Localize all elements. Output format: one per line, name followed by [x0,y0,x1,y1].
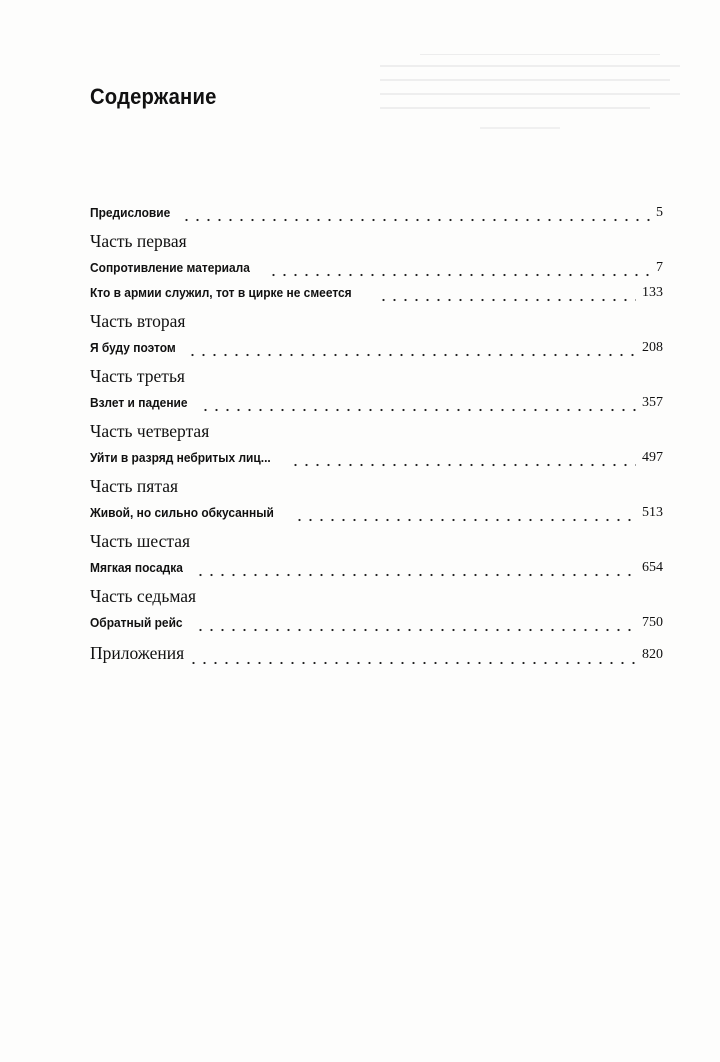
toc-entry-label: Сопротивление материала [90,260,250,275]
toc-part-label: Часть третья [90,366,185,386]
dot-leader [294,504,636,522]
table-of-contents [90,196,663,664]
toc-entry-label: Приложения [90,643,185,663]
toc-page-number: 497 [642,450,663,465]
toc-entry[interactable] [90,552,663,577]
toc-entry[interactable] [90,252,663,277]
toc-part-heading [90,577,663,607]
toc-page-number: 5 [656,205,663,220]
toc-part-heading [90,302,663,332]
toc-entry[interactable] [90,442,663,467]
toc-page-number: 133 [642,285,663,300]
dot-leader [195,614,636,632]
toc-part-label: Часть седьмая [90,586,197,606]
toc-part-label: Часть четвертая [90,421,210,441]
toc-page-number: 513 [642,505,663,520]
toc-entry[interactable] [90,387,663,412]
toc-entry-label: Обратный рейс [90,615,183,630]
dot-leader [195,559,636,577]
toc-entry[interactable] [90,607,663,632]
toc-part-label: Часть шестая [90,531,191,551]
toc-part-label: Часть первая [90,231,187,251]
toc-part-heading [90,522,663,552]
toc-entry-label: Уйти в разряд небритых лиц... [90,450,271,465]
toc-page-number: 7 [656,260,663,275]
toc-part-label: Часть вторая [90,311,186,331]
toc-entry-label: Взлет и падение [90,395,188,410]
dot-leader [188,646,636,664]
toc-entry[interactable] [90,277,663,302]
toc-entry[interactable] [90,196,663,222]
toc-entry-appendix[interactable] [90,632,663,664]
toc-entry-label: Кто в армии служил, тот в цирке не смеется [90,285,352,300]
toc-entry[interactable] [90,497,663,522]
toc-part-heading [90,222,663,252]
toc-entry-label: Я буду поэтом [90,340,176,355]
dot-leader [378,284,636,302]
toc-entry[interactable] [90,332,663,357]
toc-part-label: Часть пятая [90,476,179,496]
toc-part-heading [90,357,663,387]
toc-entry-label: Мягкая посадка [90,560,183,575]
dot-leader [181,204,650,222]
bleed-through-text [380,38,680,188]
toc-page-number: 750 [642,615,663,630]
toc-page-number: 357 [642,395,663,410]
dot-leader [268,259,650,277]
toc-entry-label: Предисловие [90,205,171,220]
dot-leader [290,449,636,467]
toc-page-number: 820 [642,647,663,662]
toc-part-heading [90,467,663,497]
toc-part-heading [90,412,663,442]
toc-entry-label: Живой, но сильно обкусанный [90,505,274,520]
page-title: Содержание [90,84,217,109]
toc-page-number: 208 [642,340,663,355]
toc-page-number: 654 [642,560,663,575]
dot-leader [200,394,636,412]
dot-leader [187,339,636,357]
